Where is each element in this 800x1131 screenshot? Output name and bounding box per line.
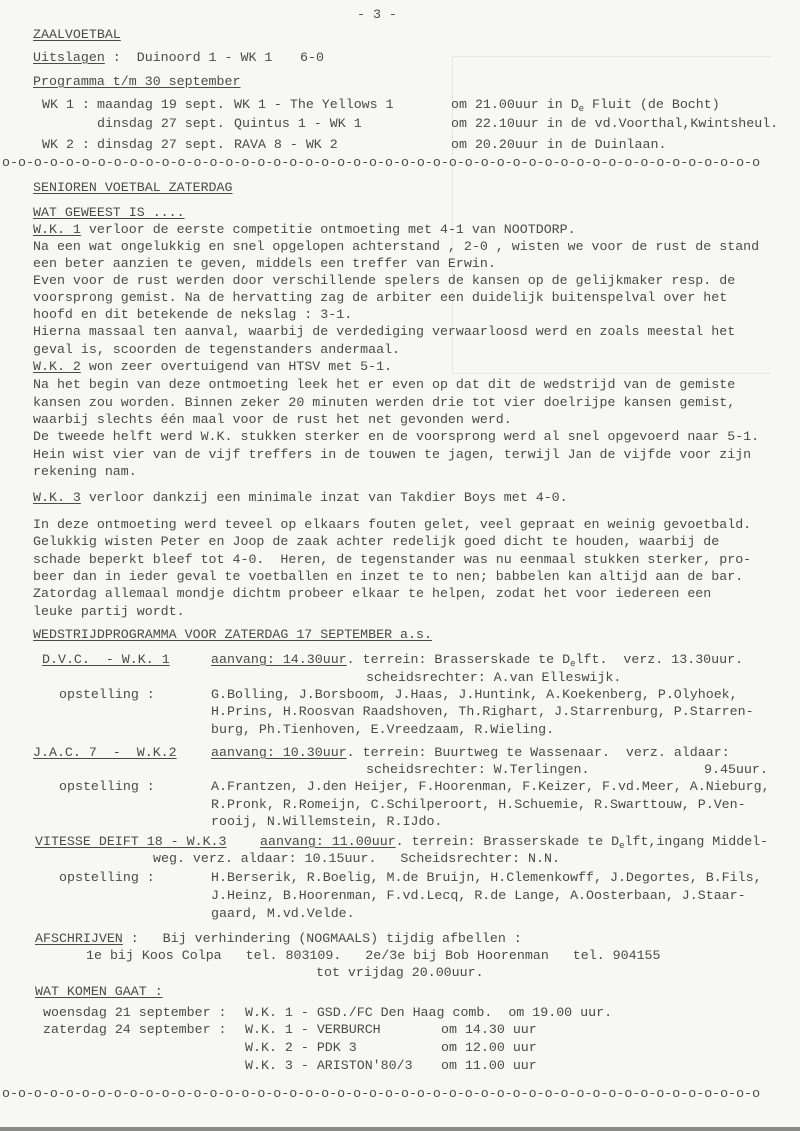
report-line: Hierna massaal ten aanval, waarbij de verdediging verwaarloosd werd en zoals meestal het [33,324,736,339]
report-text: verloor dankzij een minimale inzat van Takdier Boys met 4-0. [80,490,568,505]
komen-match: W.K. 3 - ARISTON'80/3 [245,1058,413,1073]
match1-referee: scheidsrechter: A.van Elleswijk. [366,670,622,685]
venue-text-post: lft,ingang Middel- [624,834,769,849]
report-line: beer dan in ieder geval te voetballen en inzet te to nen; babbelen kan altijd aan de bar. [33,569,744,584]
venue-text: . terrein: Brasserskade te D [395,834,620,849]
team-label: W.K. 2 [33,359,81,374]
lineup-line: J.Heinz, B.Hoorenman, F.vd.Lecq, R.de Lange, A.Oosterbaan, J.Staar- [211,888,746,903]
results-label: Uitslagen [33,50,105,65]
report-text: won zeer overtuigend van HTSV met 5-1. [80,359,393,374]
report-line: Na een wat ongelukkig en snel opgelopen achterstand , 2-0 , wisten we voor de rust de stand [33,239,760,254]
lineup-line: G.Bolling, J.Borsboom, J.Haas, J.Huntink, A.Koekenberg, P.Olyhoek, [211,687,738,702]
match1-teams: D.V.C. - W.K. 1 [42,652,170,667]
afschrijven-label: AFSCHRIJVEN [35,931,123,946]
report-line: leuke partij wordt. [33,604,185,619]
wat-geweest-heading: WAT GEWEEST IS .... [33,205,185,220]
team-label: W.K. 1 [33,222,81,237]
program-heading-zaterdag: WEDSTRIJDPROGRAMMA VOOR ZATERDAG 17 SEPTEMBER a.s. [33,627,432,642]
report-line [33,221,576,238]
match3-teams: VITESSE DEIFT 18 - W.K.3 [35,834,227,849]
komen-heading: WAT KOMEN GAAT : [35,984,163,999]
report-line: voorsprong gemist. Na de hervatting zag de arbiter een duidelijk buitenspelval over het [33,290,728,305]
report-line: schade beperkt bleef tot 4-0. Heren, de tegenstander was nu eenmaal stukken sterker, pro- [33,552,752,567]
venue-text-post: lft. verz. 13.30uur. [575,652,744,667]
match2-start: aanvang: 10.30uur [211,745,347,760]
results-score: 6-0 [300,50,324,65]
match-time: om 22.10uur in de vd.Voorthal,Kwintsheul. [451,116,779,131]
venue-sub: e [570,659,576,669]
lineup-line: R.Pronk, R.Romeijn, C.Schilperoort, H.Schuemie, R.Swarttouw, P.Ven- [211,797,746,812]
match-teams: RAVA 8 - WK 2 [234,137,338,152]
report-line: Zatordag allemaal mondje dichtm probeer elkaar te helpen, zodat het voor iedereen een [33,586,712,601]
report-text: verloor de eerste competitie ontmoeting met 4-1 van NOOTDORP. [80,222,576,237]
report-line: kansen zou worden. Binnen zeker 20 minuten werden drie tot vier doelrijpe kansen gemist, [33,395,736,410]
match-date: dinsdag 27 sept. [97,137,225,152]
komen-day: woensdag 21 september : [43,1005,227,1020]
report-line: rekening nam. [33,464,137,479]
match-date: dinsdag 27 sept. [97,116,225,131]
komen-time: om 12.00 uur [441,1040,537,1055]
komen-match: W.K. 2 - PDK 3 [245,1040,357,1055]
venue-text: . terrein: Buurtweg te Wassenaar. verz. aldaar: [346,745,730,760]
report-line: een beter aanzien te geven, middels een treffer van Erwin. [33,256,496,271]
report-line: hoofd en dit betekende de nekslag : 3-1. [33,307,353,322]
lineup-line: H.Berserik, R.Boelig, M.de Bruijn, H.Clemenkowff, J.Degortes, B.Fils, [211,870,762,885]
lineup-line: rooij, N.Willemstein, R.IJdo. [211,814,443,829]
report-line: Na het begin van deze ontmoeting leek het er even op dat dit de wedstrijd van de gemiste [33,377,736,392]
report-line: Even voor de rust werden door verschillende spelers de kansen op de gelijkmaker resp. de [33,273,736,288]
match-date: maandag 19 sept. [97,97,225,112]
komen-time: om 14.30 uur [441,1022,537,1037]
lineup-line: H.Prins, H.Roosvan Raadshoven, Th.Righart, J.Starrenburg, P.Starren- [211,704,754,719]
report-line: waarbij slechts één maal voor de rust het net gevonden werd. [33,412,512,427]
zaalvoetbal-heading: ZAALVOETBAL [33,27,121,42]
match-team: WK 2 : [42,137,90,152]
time-sub: e [578,104,585,114]
komen-day: zaterdag 24 september : [43,1022,227,1037]
report-line [33,489,568,506]
page-edge [0,1127,800,1131]
afschrijven-line [35,930,522,947]
afschrijven-contacts: 1e bij Koos Colpa tel. 803109. 2e/3e bij Bob Hoorenman tel. 904155 [86,948,661,963]
report-line: Hein wist vier van de vijf treffers in de touwen te jagen, terwijl Jan de vijfde voor zijn [33,447,752,462]
lineup-label: opstelling : [59,779,155,794]
lineup-line: gaard, M.vd.Velde. [211,906,355,921]
match2-meet-time: 9.45uur. [704,762,768,777]
results-line [33,49,272,66]
match-teams: WK 1 - The Yellows 1 [234,97,394,112]
report-line: geval is, scoorden de tegenstanders andermaal. [33,342,401,357]
match2-referee: scheidsrechter: W.Terlingen. [366,762,590,777]
match2-teams: J.A.C. 7 - W.K.2 [33,745,177,760]
report-line: De tweede helft werd W.K. stukken sterker en de voorsprong werd al snel opgevoerd naar 5-1. [33,429,760,444]
lineup-line: burg, Ph.Tienhoven, E.Vreedzaam, R.Wieling. [211,722,555,737]
afschrijven-text: : Bij verhindering (NOGMAALS) tijdig afbellen : [122,931,522,946]
page-number: - 3 - [357,7,397,22]
komen-time: om 11.00 uur [441,1058,537,1073]
lineup-label: opstelling : [59,870,155,885]
venue-sub: e [619,841,625,851]
komen-match: W.K. 1 - GSD./FC Den Haag comb. om 19.00 uur. [245,1005,613,1020]
match-time: om 20.20uur in de Duinlaan. [451,137,667,152]
report-line: Gelukkig wisten Peter en Joop de zaak achter redelijk goed dicht te houden, waarbij de [33,534,720,549]
separator: o-o-o-o-o-o-o-o-o-o-o-o-o-o-o-o-o-o-o-o-o-o-o-o-o-o-o-o-o-o-o-o-o-o-o-o-o-o-o-o-o-o-o-o-o-o-o-o [2,1086,761,1101]
results-text: : Duinoord 1 - WK 1 [104,50,273,65]
match1-start: aanvang: 14.30uur [211,652,347,667]
report-line: In deze ontmoeting werd teveel op elkaars fouten gelet, veel gepraat en weinig gevoetbald. [33,517,752,532]
report-line [33,358,392,375]
komen-match: W.K. 1 - VERBURCH [245,1022,381,1037]
match-team: WK 1 : [42,97,90,112]
venue-text: . terrein: Brasserskade te D [346,652,571,667]
team-label: W.K. 3 [33,490,81,505]
match3-venue-line2: weg. verz. aldaar: 10.15uur. Scheidsrechter: N.N. [153,851,560,866]
afschrijven-deadline: tot vrijdag 20.00uur. [316,965,484,980]
separator: o-o-o-o-o-o-o-o-o-o-o-o-o-o-o-o-o-o-o-o-o-o-o-o-o-o-o-o-o-o-o-o-o-o-o-o-o-o-o-o-o-o-o-o-o-o-o-o [2,155,761,170]
match2-info [211,744,730,761]
time-text: om 21.00uur in D [451,97,579,112]
match3-start: aanvang: 11.00uur [260,834,396,849]
senioren-heading: SENIOREN VOETBAL ZATERDAG [33,180,233,195]
program-heading: Programma t/m 30 september [33,74,241,89]
match-teams: Quintus 1 - WK 1 [234,116,362,131]
lineup-label: opstelling : [59,687,155,702]
lineup-line: A.Frantzen, J.den Heijer, F.Hoorenman, F.Keizer, F.vd.Meer, A.Nieburg, [211,779,770,794]
time-text-post: Fluit (de Bocht) [584,97,720,112]
